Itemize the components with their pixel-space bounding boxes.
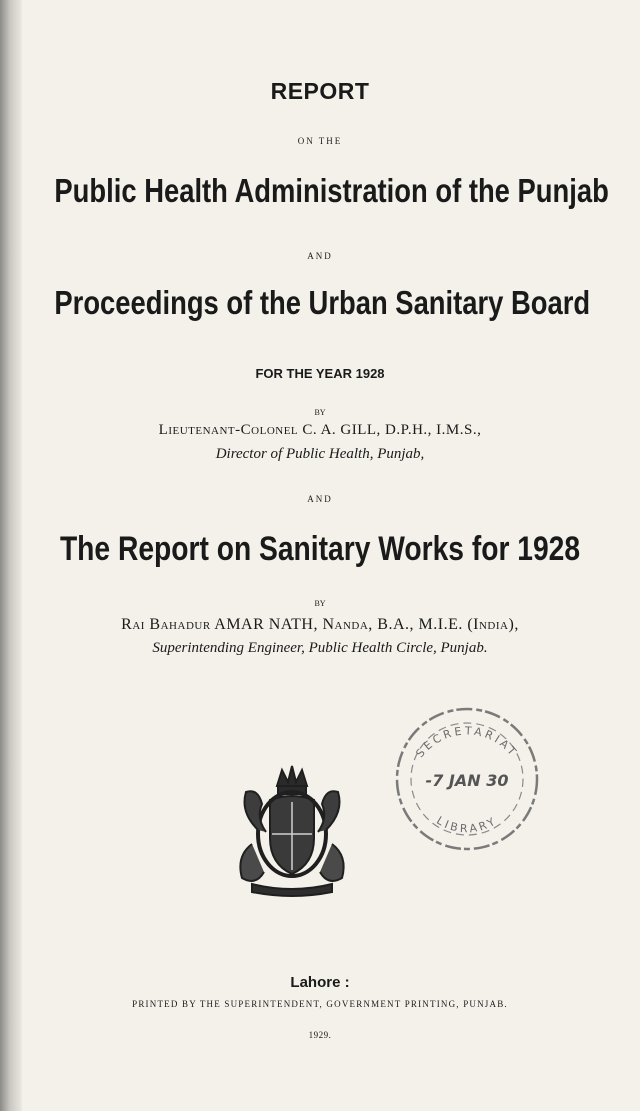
author-1-role: Director of Public Health, Punjab,	[215, 446, 425, 462]
imprint-year: 1929.	[308, 1030, 332, 1040]
binding-edge	[0, 0, 22, 1111]
by-line-1: BY	[314, 408, 326, 417]
and-separator-1: AND	[307, 251, 333, 261]
and-separator-2: AND	[307, 494, 333, 504]
royal-coat-of-arms-icon	[222, 760, 362, 900]
third-title: The Report on Sanitary Works for 1928	[59, 530, 581, 568]
imprint-printer: PRINTED BY THE SUPERINTENDENT, GOVERNMENT PRINTING, PUNJAB.	[132, 999, 508, 1009]
second-title: Proceedings of the Urban Sanitary Board	[54, 284, 591, 321]
library-stamp-icon	[388, 700, 546, 858]
svg-text:SECRETARIAT	[413, 724, 520, 760]
report-heading: REPORT	[270, 78, 370, 104]
author-1: Lieutenant-Colonel C. A. GILL, D.P.H., I.M.S.,	[158, 422, 482, 438]
by-line-2: BY	[314, 599, 326, 608]
svg-text:LIBRARY	[434, 814, 500, 836]
stamp-bottom-text: LIBRARY	[434, 813, 500, 836]
main-title: Public Health Administration of the Punjab	[54, 172, 609, 209]
imprint-city: Lahore :	[290, 974, 350, 991]
on-the-line: ON THE	[297, 136, 343, 146]
stamp-top-text: SECRETARIAT	[413, 724, 521, 761]
for-year-line: FOR THE YEAR 1928	[255, 366, 385, 381]
stamp-date: -7 JAN 30	[425, 771, 509, 790]
author-2-role: Superintending Engineer, Public Health Circle, Punjab.	[152, 640, 488, 656]
author-2: Rai Bahadur AMAR NATH, Nanda, B.A., M.I.E. (India),	[121, 616, 519, 633]
